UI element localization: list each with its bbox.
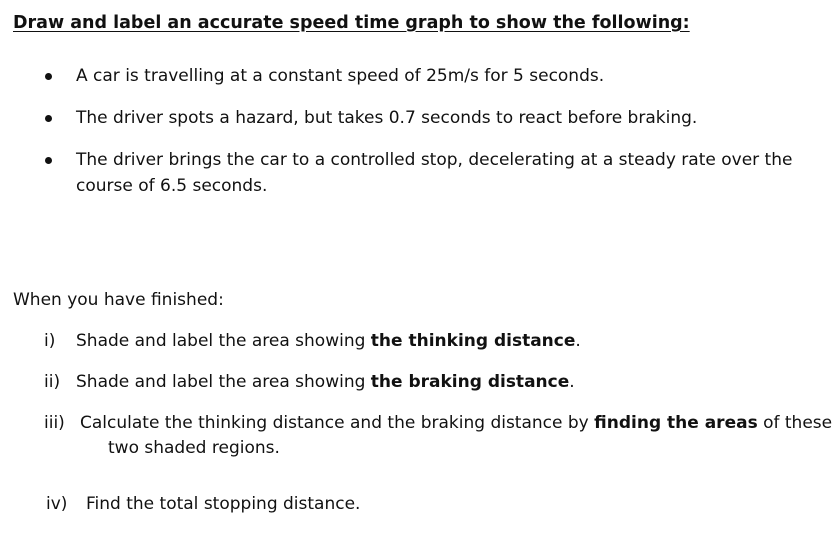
- task-ii-bold: the braking distance: [370, 372, 570, 392]
- bullet-item-3-continued: course of 6.5 seconds.: [76, 176, 268, 196]
- task-ii: [76, 372, 575, 392]
- bullet-dot-icon: [45, 115, 52, 122]
- bullet-item-3: The driver brings the car to a controlled stop, decelerating at a steady rate over the: [76, 150, 793, 170]
- task-iii-line2: two shaded regions.: [108, 438, 280, 458]
- task-i-end: .: [575, 331, 581, 351]
- task-iii-end: of these: [757, 413, 833, 433]
- bullet-dot-icon: [45, 157, 52, 164]
- task-ii-end: .: [569, 372, 575, 392]
- task-iii-text: Calculate the thinking distance and the braking distance by: [80, 413, 595, 433]
- task-ii-text: Shade and label the area showing: [76, 372, 371, 392]
- task-i-bold: the thinking distance: [370, 331, 576, 351]
- task-iii: [80, 413, 832, 433]
- task-iv-text: Find the total stopping distance.: [86, 494, 361, 514]
- worksheet-title: Draw and label an accurate speed time graph to show the following:: [13, 13, 690, 33]
- task-i-text: Shade and label the area showing: [76, 331, 371, 351]
- bullet-item-1: A car is travelling at a constant speed of 25m/s for 5 seconds.: [76, 66, 605, 86]
- bullet-item-2: The driver spots a hazard, but takes 0.7 seconds to react before braking.: [76, 108, 698, 128]
- task-iii-bold: finding the areas: [594, 413, 758, 433]
- task-iv-marker: iv): [46, 494, 68, 514]
- instructions-heading: When you have finished:: [13, 290, 224, 310]
- task-i-marker: i): [44, 331, 56, 351]
- task-iii-marker: iii): [44, 413, 65, 433]
- task-ii-marker: ii): [44, 372, 61, 392]
- task-i: [76, 331, 581, 351]
- bullet-dot-icon: [45, 73, 52, 80]
